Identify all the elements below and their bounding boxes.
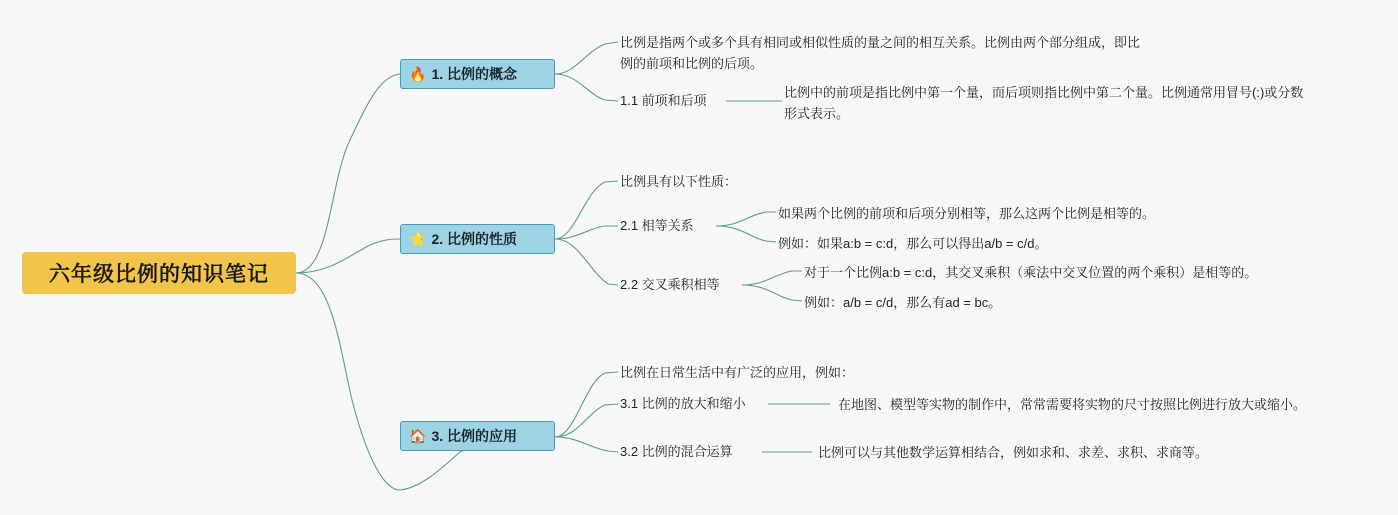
star-icon: ⭐ [409,231,427,247]
sub-node-2-1-detail-2: 例如：如果a:b = c:d，那么可以得出a/b = c/d。 [778,236,1048,251]
sub-node-2-2-detail-1: 对于一个比例a:b = c:d，其交叉乘积（乘法中交叉位置的两个乘积）是相等的。 [804,265,1258,280]
sub-node-2-1-detail-1: 如果两个比例的前项和后项分别相等，那么这两个比例是相等的。 [778,206,1156,221]
house-icon: 🏠 [409,428,427,444]
root-node[interactable] [22,252,296,294]
sub-node-2-1[interactable]: 2.1 相等关系 [620,218,694,233]
sub-node-3-1-detail: 在地图、模型等实物的制作中，常常需要将实物的尺寸按照比例进行放大或缩小。 [838,397,1307,412]
branch-2-note: 比例具有以下性质： [620,174,738,189]
branch-node-3[interactable] [400,421,555,451]
sub-node-1-1-detail: 比例中的前项是指比例中第一个量，而后项则指比例中第二个量。比例通常用冒号(:)或分数形式表示。 [784,85,1304,121]
branch-3-note: 比例在日常生活中有广泛的应用，例如： [620,365,855,380]
sub-node-2-2[interactable]: 2.2 交叉乘积相等 [620,277,720,292]
sub-node-2-2-detail-2: 例如：a/b = c/d，那么有ad = bc。 [804,295,1002,310]
branch-node-2[interactable] [400,224,555,254]
branch-label-2: 2. 比例的性质 [431,231,518,247]
sub-node-1-1[interactable]: 1.1 前项和后项 [620,93,707,108]
root-label: 六年级比例的知识笔记 [49,263,269,286]
sub-node-3-2-detail: 比例可以与其他数学运算相结合，例如求和、求差、求积、求商等。 [818,445,1209,460]
branch-label-1: 1. 比例的概念 [431,66,518,82]
fire-icon: 🔥 [409,66,427,82]
branch-node-1[interactable] [400,59,555,89]
branch-1-note: 比例是指两个或多个具有相同或相似性质的量之间的相互关系。比例由两个部分组成，即比例的前项和比例的后项。 [620,35,1141,71]
sub-node-3-2[interactable]: 3.2 比例的混合运算 [620,444,733,459]
branch-label-3: 3. 比例的应用 [431,428,518,444]
sub-node-3-1[interactable]: 3.1 比例的放大和缩小 [620,396,746,411]
